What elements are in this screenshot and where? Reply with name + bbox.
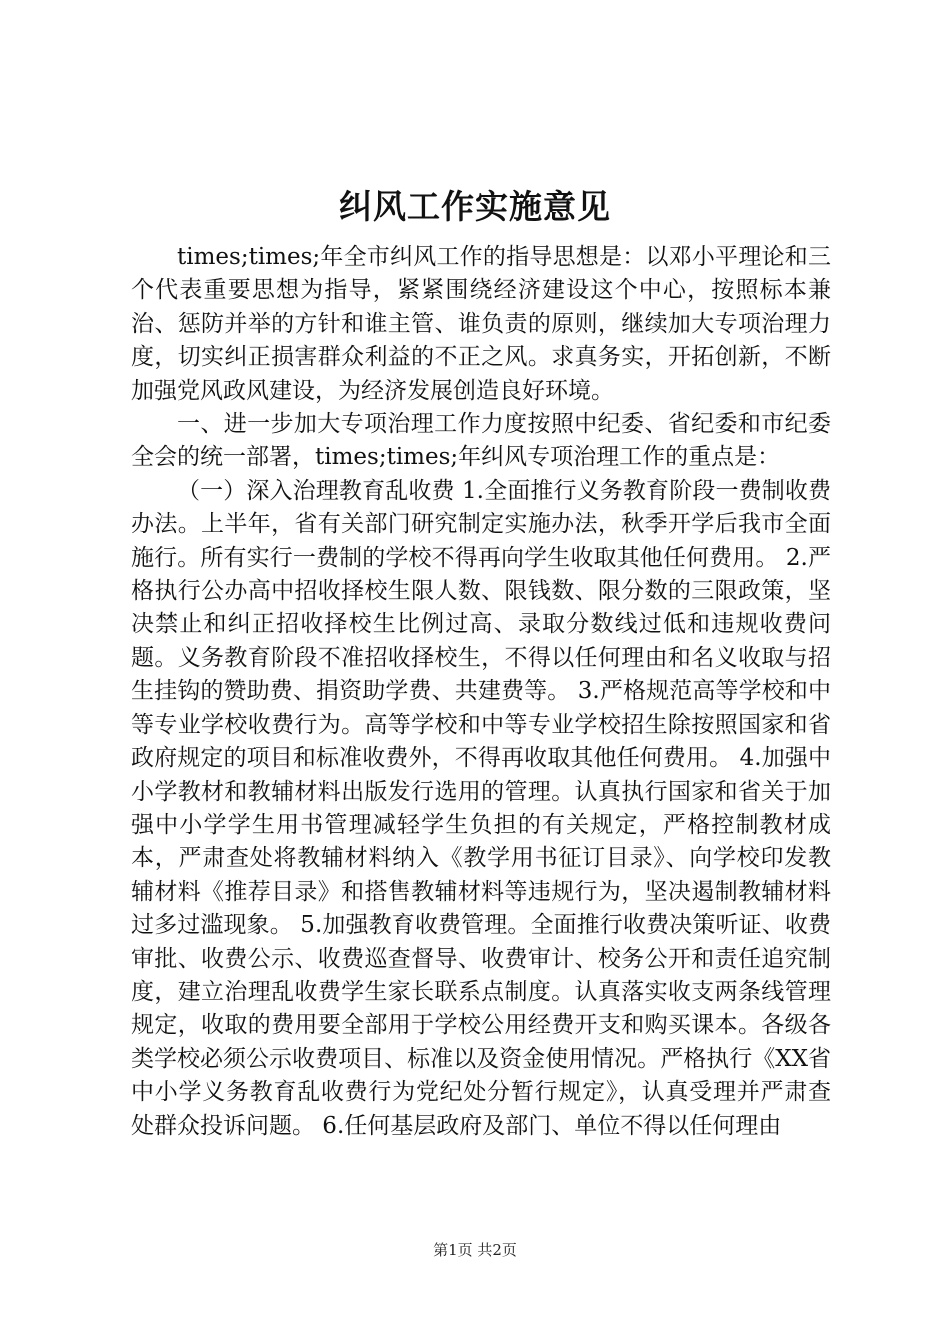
document-body [131, 241, 831, 1143]
page-number-footer: 第1页 共2页 [433, 1241, 517, 1259]
paragraph-section-one: 一、进一步加大专项治理工作力度按照中纪委、省纪委和市纪委全会的统一部署，times;times;年纠风专项治理工作的重点是： [131, 411, 831, 471]
paragraph-education-fees: （一）深入治理教育乱收费 1.全面推行义务教育阶段一费制收费办法。上半年，省有关部门研究制定实施办法，秋季开学后我市全面施行。所有实行一费制的学校不得再向学生收取其他任何费用。 2.严格执行公办高中招收择校生限人数、限钱数、限分数的三限政策，坚决禁止和纠正招收择校生比例过高、录取分数线过低和违规收费问题。义务教育阶段不准招收择校生，不得以任何理由和名义收取与招生挂钩的赞助费、捐资助学费、共建费等。 3.严格规范高等学校和中等专业学校收费行为。高等学校和中等专业学校招生除按照国家和省政府规定的项目和标准收费外，不得再收取其他任何费用。 4.加强中小学教材和教辅材料出版发行选用的管理。认真执行国家和省关于加强中小学学生用书管理减轻学生负担的有关规定，严格控制教材成本，严肃查处将教辅材料纳入《教学用书征订目录》、向学校印发教辅材料《推荐目录》和搭售教辅材料等违规行为，坚决遏制教辅材料过多过滥现象。 5.加强教育收费管理。全面推行收费决策听证、收费审批、收费公示、收费巡查督导、收费审计、校务公开和责任追究制度，建立治理乱收费学生家长联系点制度。认真落实收支两条线管理规定，收取的费用要全部用于学校公用经费开支和购买课本。各级各类学校必须公示收费项目、标准以及资金使用情况。严格执行《XX省中小学义务教育乱收费行为党纪处分暂行规定》，认真受理并严肃查处群众投诉问题。 6.任何基层政府及部门、单位不得以任何理由 [131, 477, 831, 1139]
paragraph-guiding-thought: times;times;年全市纠风工作的指导思想是：以邓小平理论和三个代表重要思想为指导，紧紧围绕经济建设这个中心，按照标本兼治、惩防并举的方针和谁主管、谁负责的原则，继续加大专项治理力度，切实纠正损害群众利益的不正之风。求真务实，开拓创新，不断加强党风政风建设，为经济发展创造良好环境。 [131, 244, 831, 404]
document-title: 纠风工作实施意见 [339, 187, 611, 226]
